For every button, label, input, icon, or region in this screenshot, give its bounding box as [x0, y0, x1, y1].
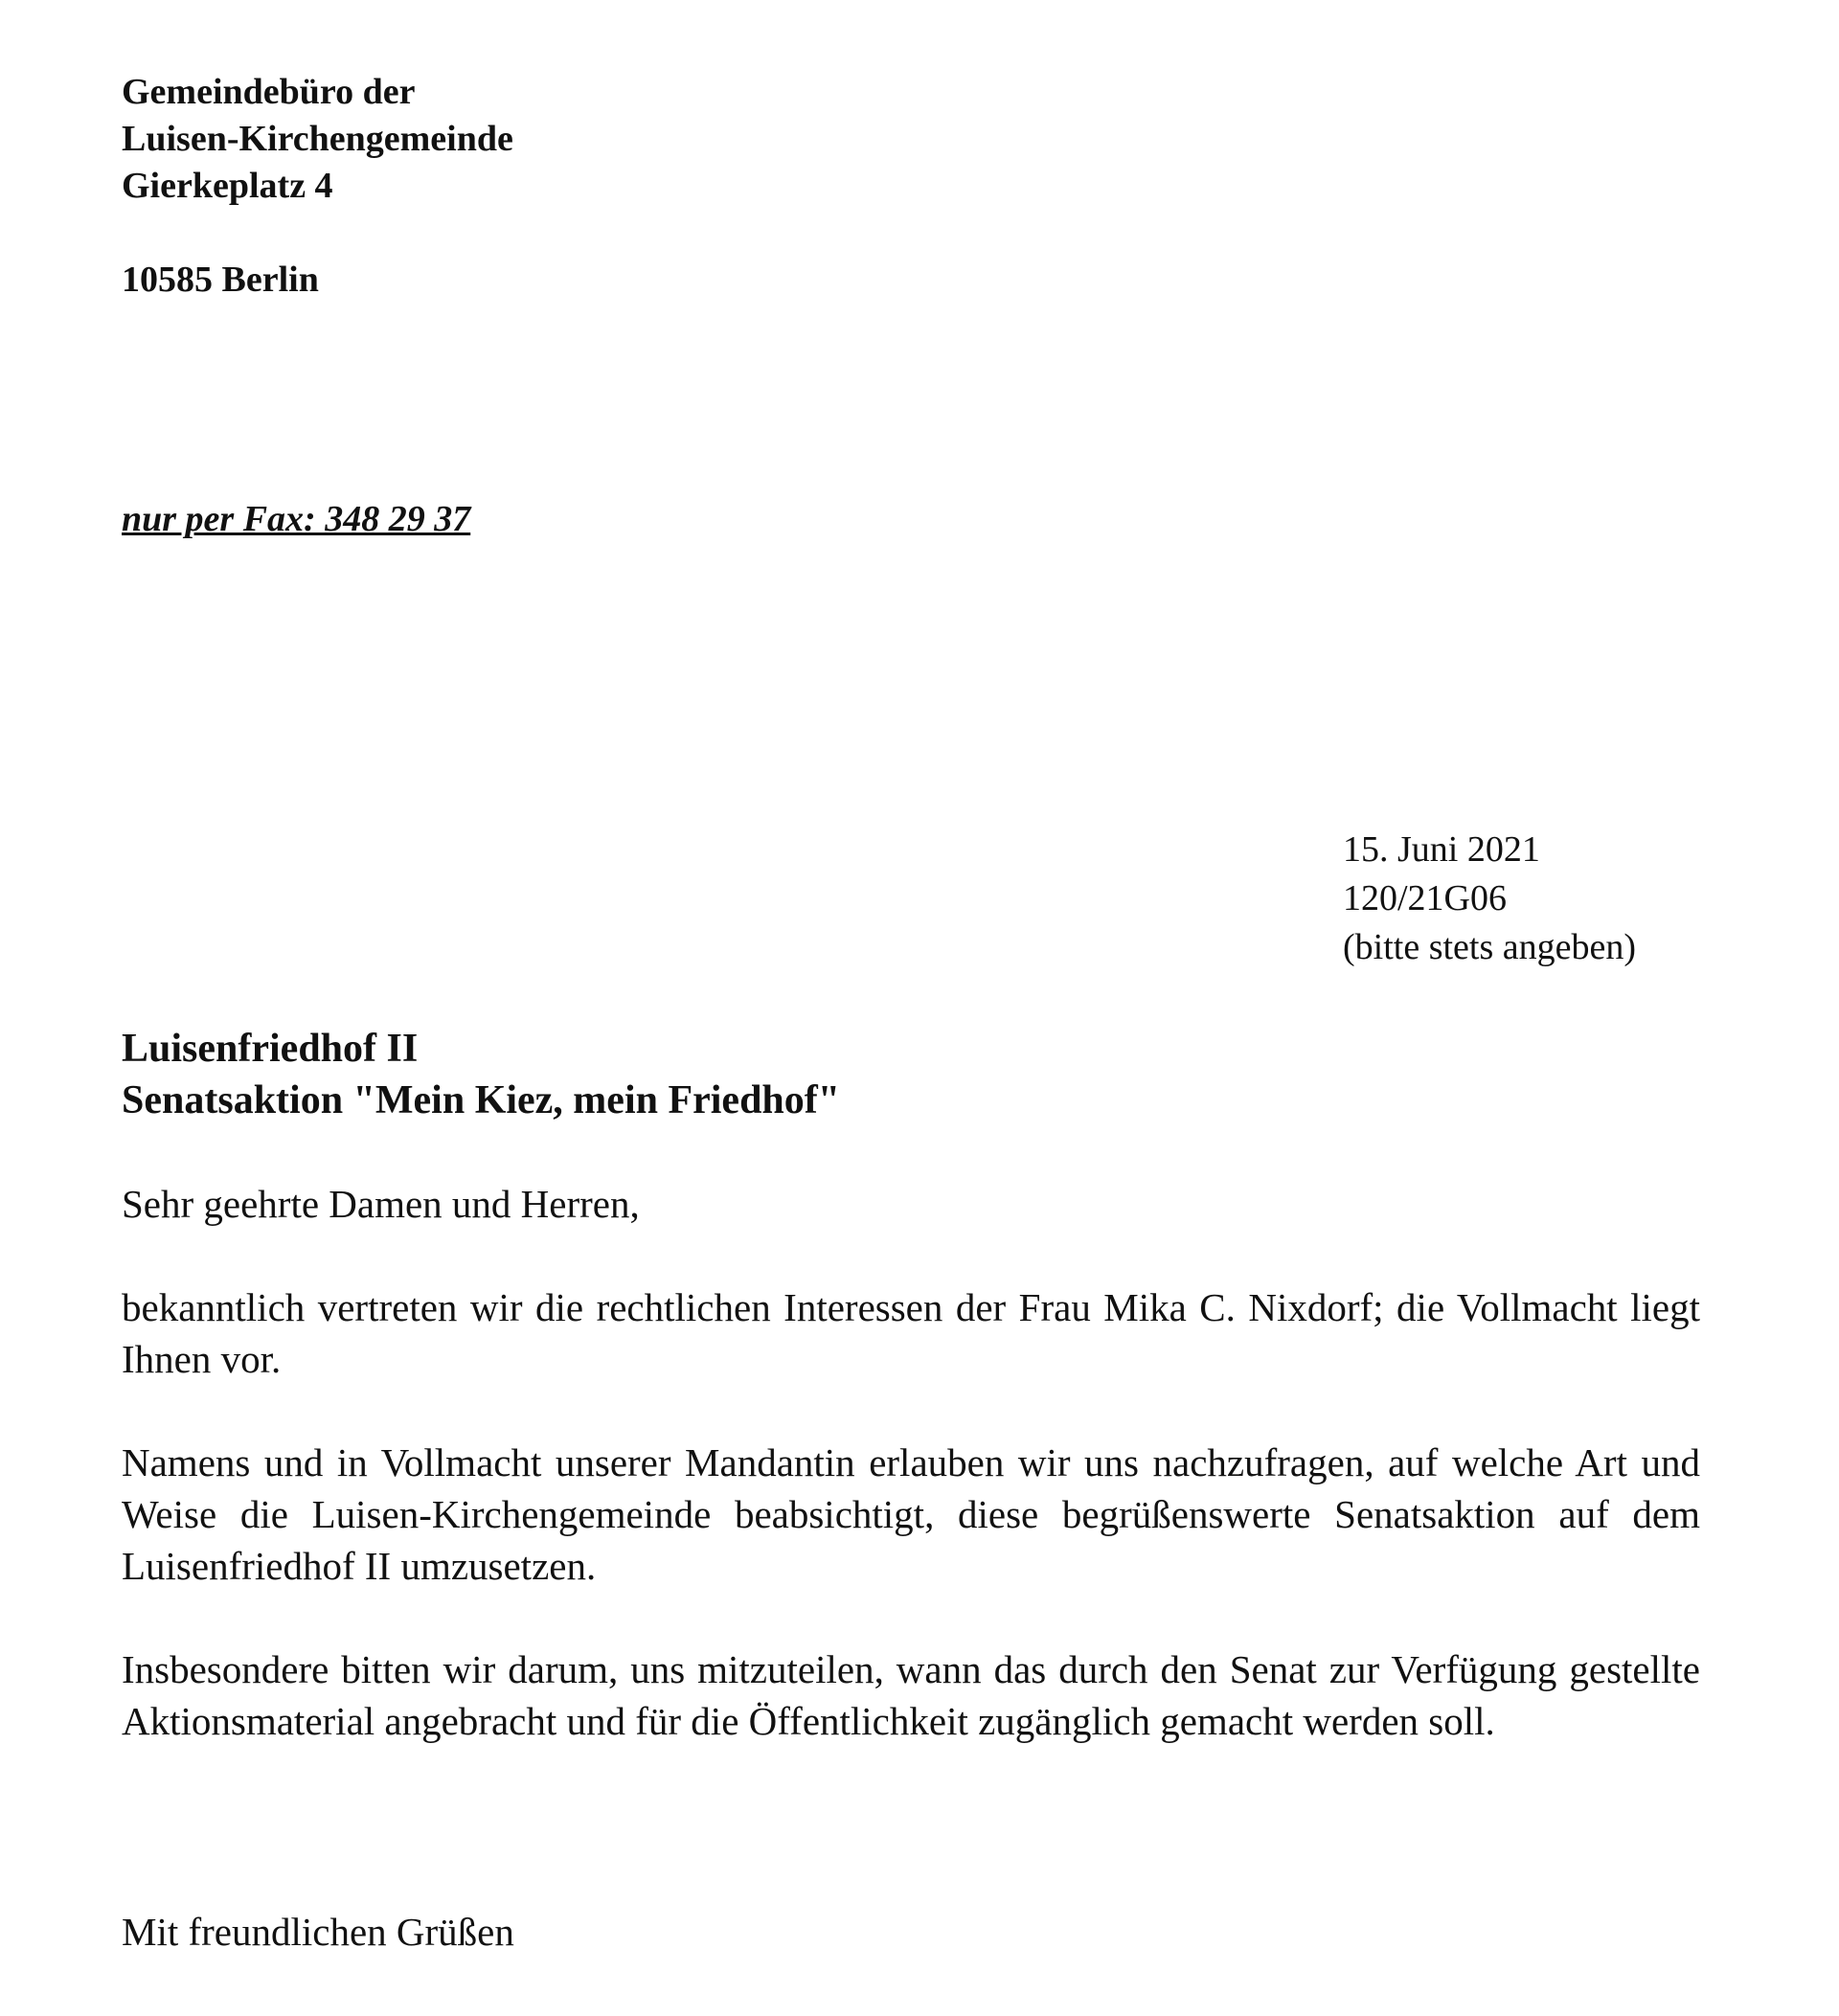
subject-line-1: Luisenfriedhof II	[122, 1027, 419, 1071]
reference-number: 120/21G06	[1343, 878, 1507, 918]
closing-formula: Mit freundlichen Grüßen	[122, 1910, 514, 1954]
recipient-line-office: Gemeindebüro der	[122, 72, 416, 112]
salutation: Sehr geehrte Damen und Herren,	[122, 1182, 640, 1226]
reference-note: (bitte stets angeben)	[1343, 927, 1637, 967]
recipient-line-street: Gierkeplatz 4	[122, 166, 333, 206]
body-paragraph-1: bekanntlich vertreten wir die rechtlichen Interessen der Frau Mika C. Nixdorf; die Vollmacht liegt Ihnen vor.	[122, 1285, 1700, 1381]
date-reference-block	[1343, 826, 1636, 972]
subject-line-2: Senatsaktion "Mein Kiez, mein Friedhof"	[122, 1078, 841, 1122]
body-paragraph-3: Insbesondere bitten wir darum, uns mitzuteilen, wann das durch den Senat zur Verfügung gestellte Aktionsmaterial angebracht und für die Öffentlichkeit zugänglich gemacht werden soll.	[122, 1647, 1700, 1743]
recipient-line-organization: Luisen-Kirchengemeinde	[122, 119, 513, 159]
letter-date: 15. Juni 2021	[1343, 829, 1540, 870]
fax-note: nur per Fax: 348 29 37	[122, 499, 471, 539]
subject-block	[122, 1023, 840, 1126]
recipient-address	[122, 69, 513, 304]
body-paragraph-2: Namens und in Vollmacht unserer Mandantin erlauben wir uns nachzufragen, auf welche Art und Weise die Luisen-Kirchengemeinde beabsichtigt, diese begrüßenswerte Senatsaktion auf dem Luisenfriedhof II umzusetzen.	[122, 1440, 1700, 1588]
recipient-line-city: 10585 Berlin	[122, 260, 319, 300]
letter-body	[122, 1178, 1700, 1799]
